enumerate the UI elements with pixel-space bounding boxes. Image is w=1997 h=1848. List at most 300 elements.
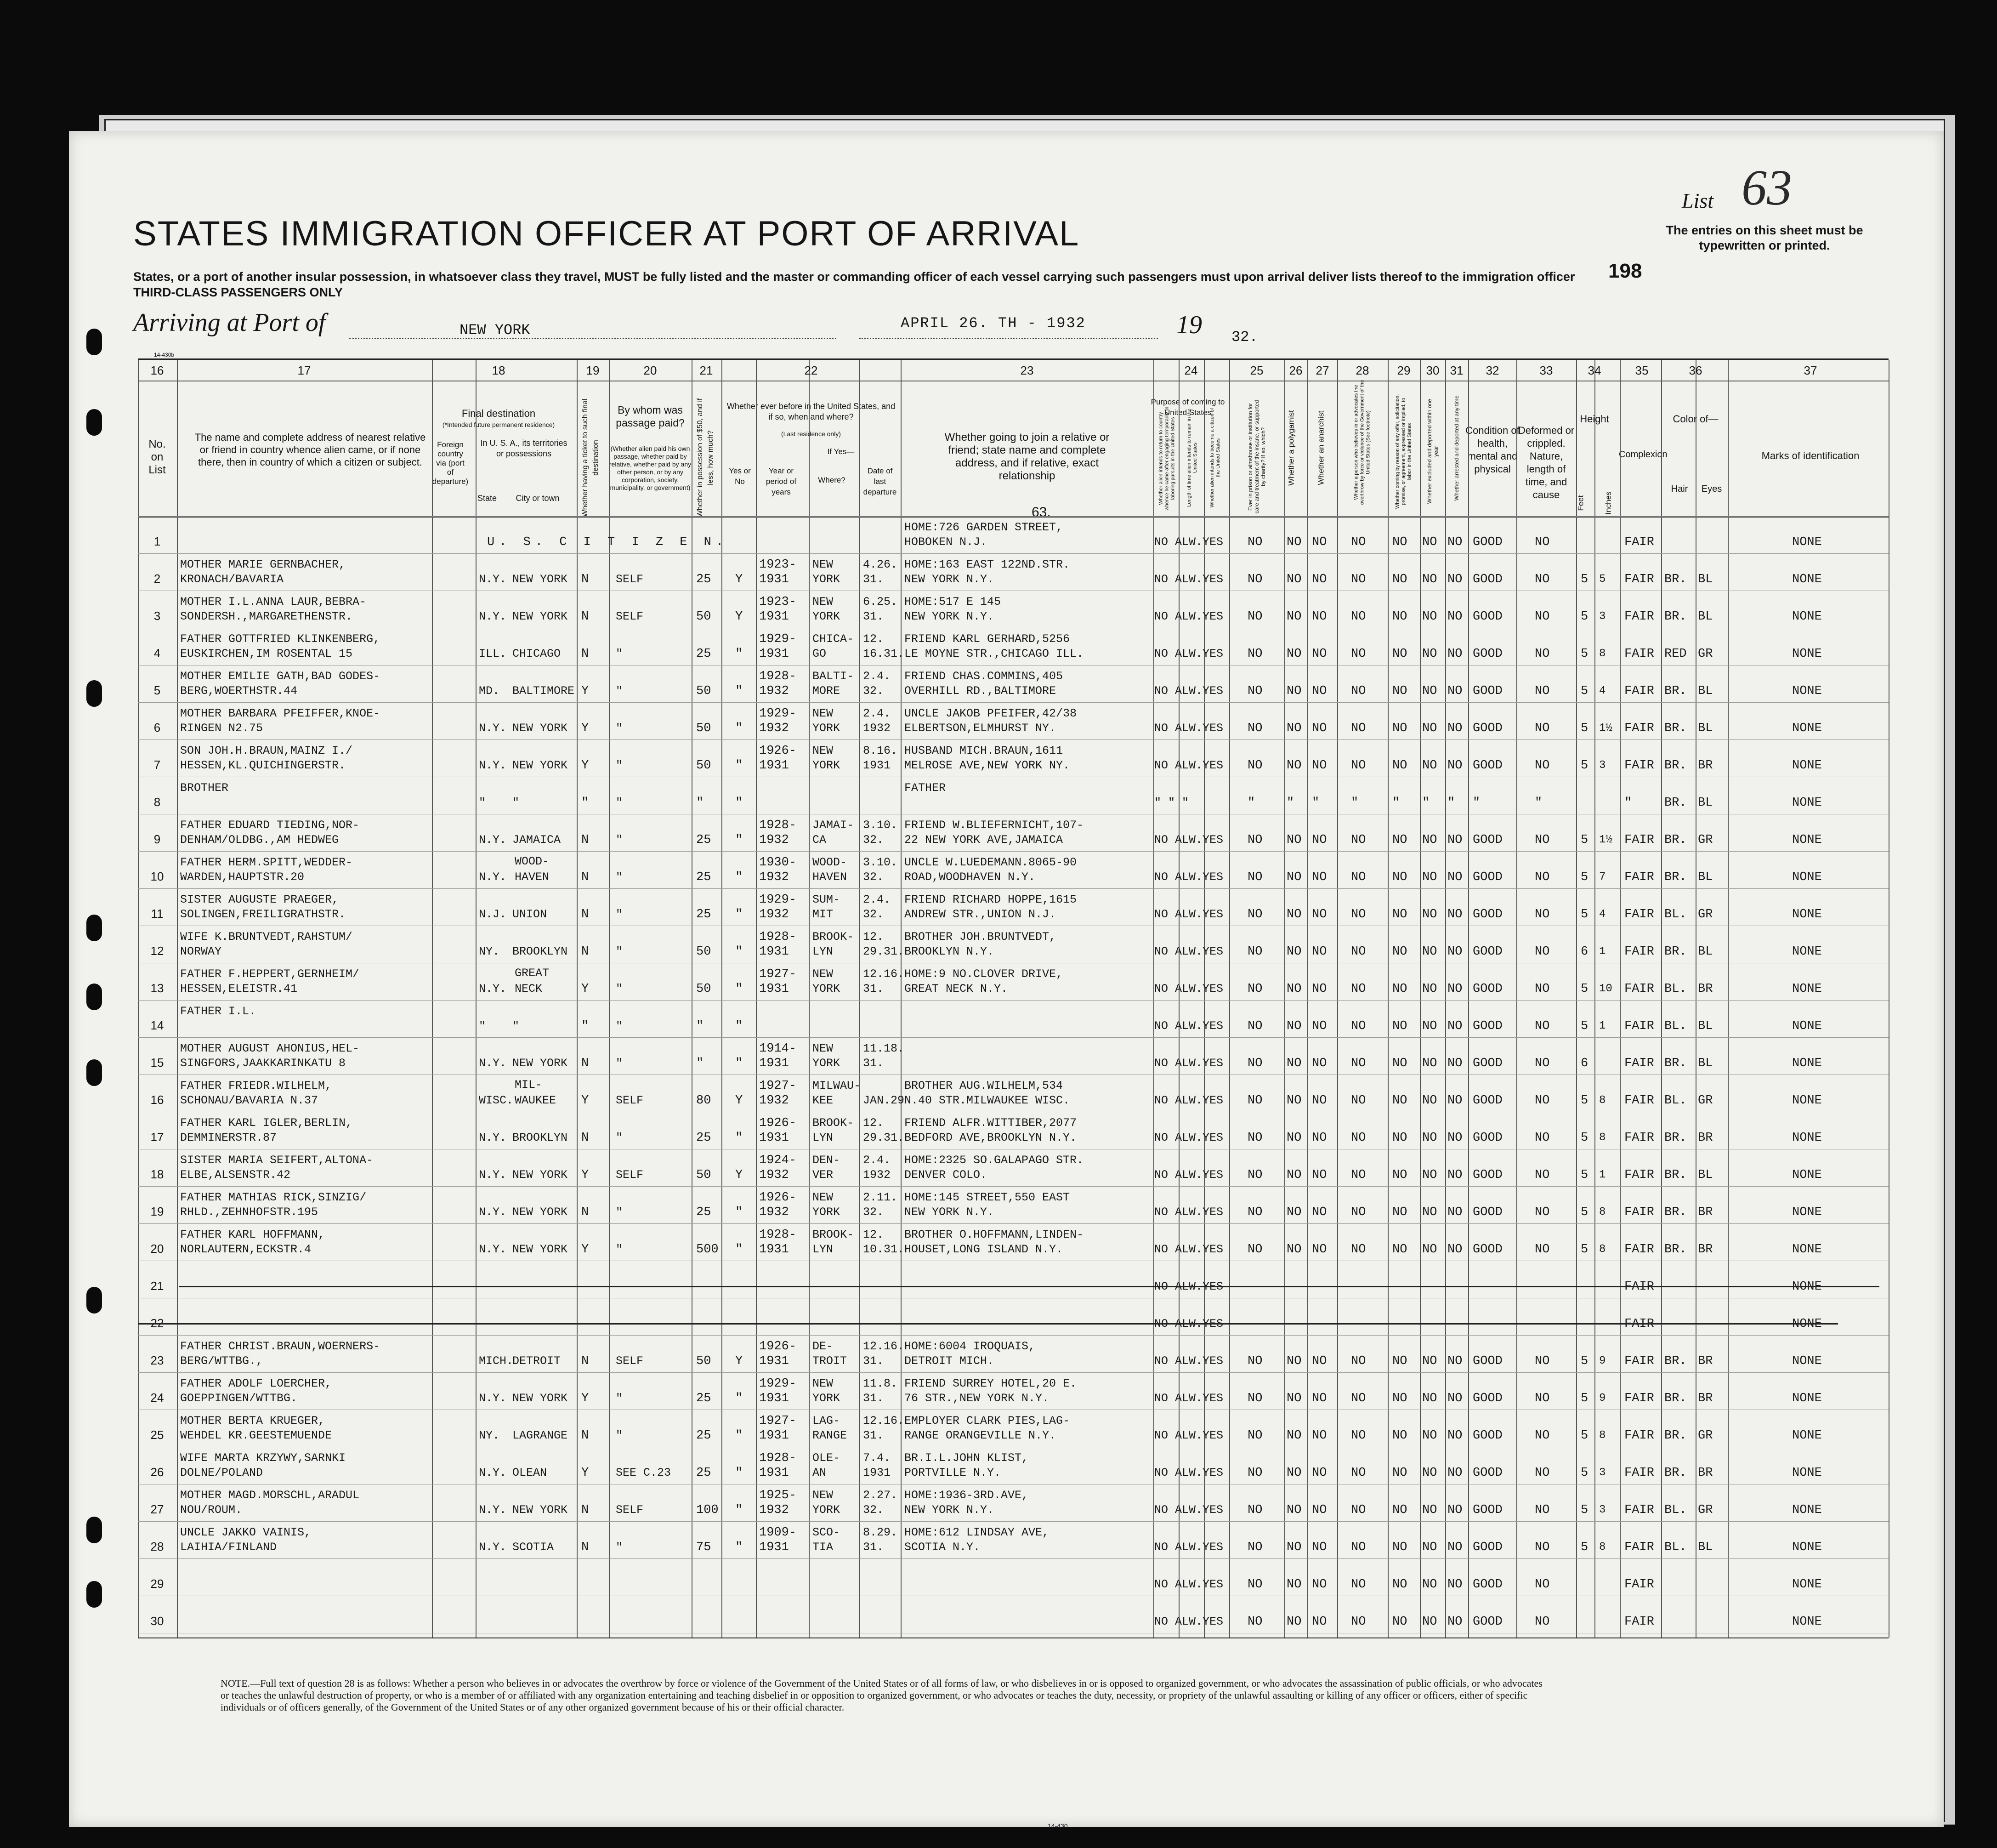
deported-answer: NO xyxy=(1447,1243,1463,1257)
joining-contact: HOME:6004 IROQUAIS, xyxy=(904,1340,1036,1353)
header-c22-yes: If Yes— xyxy=(827,447,855,456)
health-condition: GOOD xyxy=(1473,1243,1503,1257)
visit-period: 1929- xyxy=(759,632,797,646)
polygamist-answer: NO xyxy=(1287,1243,1302,1257)
column-number: 33 xyxy=(1539,364,1553,377)
row-number: 23 xyxy=(150,1353,164,1367)
visit-period: 1932 xyxy=(759,833,789,847)
complexion: FAIR xyxy=(1624,1541,1654,1554)
ticket-status: N xyxy=(581,573,589,586)
passage-paid-by: SELF xyxy=(616,1094,644,1107)
height-feet: 6 xyxy=(1581,945,1589,959)
visit-period: 1926- xyxy=(759,1340,797,1353)
visit-period: 1931 xyxy=(759,1243,789,1257)
visit-where: MILWAU- xyxy=(812,1079,861,1092)
purpose: NO ALW.YES xyxy=(1154,1057,1224,1070)
identification-marks: NONE xyxy=(1792,908,1822,921)
complexion: FAIR xyxy=(1624,1392,1654,1405)
previously-in-us: " xyxy=(735,684,743,698)
prison-answer: NO xyxy=(1248,945,1263,959)
column-divider xyxy=(609,360,610,1638)
height-feet: 5 xyxy=(1581,610,1589,624)
punch-hole xyxy=(86,1059,102,1086)
punch-hole xyxy=(86,1581,102,1608)
prison-answer: NO xyxy=(1248,1541,1263,1554)
joining-contact: FRIEND CHAS.COMMINS,405 xyxy=(904,670,1063,683)
deformed-answer: NO xyxy=(1535,982,1550,996)
header-c25: Ever in prison or almshouse or institution for care and treatment of the insane, or supported by charity? If so, which? xyxy=(1247,400,1266,514)
height-inches: 3 xyxy=(1599,759,1606,772)
polygamist-answer: NO xyxy=(1287,1057,1302,1070)
ticket-status: N xyxy=(581,908,589,921)
purpose: NO ALW.YES xyxy=(1154,1392,1224,1405)
relative-name: FATHER ADOLF LOERCHER, xyxy=(180,1377,332,1390)
passage-paid-by: " xyxy=(616,722,623,735)
ticket-status: N xyxy=(581,1354,589,1368)
deported-answer: NO xyxy=(1447,684,1463,698)
complexion: FAIR xyxy=(1624,573,1654,586)
visit-period: 1929- xyxy=(759,707,797,721)
purpose: NO ALW.YES xyxy=(1154,535,1224,549)
destination-city: BROOKLYN xyxy=(512,1131,568,1144)
header-c24-a: Whether alien intends to return to country whence he came after engaging temporarily in laboring pursuits in the United States xyxy=(1158,406,1176,511)
destination-city: NEW YORK xyxy=(512,1392,568,1405)
row-number: 22 xyxy=(150,1316,164,1330)
row-number: 14 xyxy=(150,1018,164,1032)
money-amount: 50 xyxy=(696,1168,711,1182)
visit-period: 1932 xyxy=(759,908,789,921)
labor-offer-answer: NO xyxy=(1392,684,1407,698)
last-departure: 31. xyxy=(863,1354,884,1368)
destination-state: N.Y. xyxy=(479,1131,507,1144)
relative-name: SON JOH.H.BRAUN,MAINZ I./ xyxy=(180,744,353,757)
hair-color: BR. xyxy=(1664,573,1687,586)
prison-answer: NO xyxy=(1248,1168,1263,1182)
health-condition: GOOD xyxy=(1473,982,1503,996)
ticket-status: Y xyxy=(581,982,589,996)
column-number: 32 xyxy=(1486,364,1499,377)
visit-period: 1929- xyxy=(759,893,797,907)
previously-in-us: Y xyxy=(735,610,743,624)
purpose: NO ALW.YES xyxy=(1154,1019,1224,1033)
previously-in-us: Y xyxy=(735,1094,743,1108)
destination-city: NEW YORK xyxy=(512,1057,568,1070)
row-number: 25 xyxy=(150,1428,164,1442)
relative-name: SISTER AUGUSTE PRAEGER, xyxy=(180,893,339,906)
money-amount: " xyxy=(696,1019,704,1033)
column-divider xyxy=(859,360,860,1638)
row-number: 7 xyxy=(153,758,161,772)
row-number: 21 xyxy=(150,1279,164,1293)
purpose: NO ALW.YES xyxy=(1154,1317,1224,1331)
punch-hole xyxy=(86,409,102,436)
visit-where: CA xyxy=(812,833,827,847)
column-divider xyxy=(1204,360,1205,1638)
manifest-table xyxy=(138,358,1889,1638)
labor-offer-answer: NO xyxy=(1392,1168,1407,1182)
header-c22-year: Year or period of years xyxy=(766,466,797,496)
ticket-status: " xyxy=(581,796,589,810)
header-c34-inches: Inches xyxy=(1604,491,1613,515)
height-inches: 7 xyxy=(1599,871,1606,883)
column-divider xyxy=(1468,360,1469,1638)
height-inches: 8 xyxy=(1599,1429,1606,1442)
visit-period: 1931 xyxy=(759,1057,789,1070)
polygamist-answer: NO xyxy=(1287,1541,1302,1554)
relative-name: FATHER KARL HOFFMANN, xyxy=(180,1228,325,1241)
identification-marks: NONE xyxy=(1792,1392,1822,1405)
identification-marks: NONE xyxy=(1792,870,1822,884)
header-c22-title: Whether ever before in the United States, and if so, when and where? xyxy=(726,402,896,421)
destination-state: N.Y. xyxy=(479,982,507,995)
punch-hole xyxy=(86,680,102,707)
page-subtitle: States, or a port of another insular possession, in whatsoever class they travel, MUST be fully listed and the master or commanding officer of each vessel carrying such passengers must upon arrival deliver lists thereof to the immigration officer THIRD-CLASS PASSENGERS ONLY xyxy=(133,270,1575,299)
anarchist-answer: NO xyxy=(1312,759,1327,773)
relative-name: SISTER MARIA SEIFERT,ALTONA- xyxy=(180,1154,374,1167)
identification-marks: NONE xyxy=(1792,1131,1822,1145)
column-number: 17 xyxy=(297,364,311,377)
health-condition: GOOD xyxy=(1473,1094,1503,1108)
visit-where: BROOK- xyxy=(812,930,854,944)
excluded-answer: NO xyxy=(1422,1094,1437,1108)
visit-where: NEW xyxy=(812,967,834,981)
prison-answer: " xyxy=(1248,796,1255,810)
visit-where: LAG- xyxy=(812,1414,840,1427)
visit-period: 1932 xyxy=(759,1503,789,1517)
height-inches: 8 xyxy=(1599,1541,1606,1553)
excluded-answer: NO xyxy=(1422,1503,1437,1517)
destination-state: N.Y. xyxy=(479,1243,507,1256)
joining-contact: BROTHER JOH.BRUNTVEDT, xyxy=(904,930,1056,944)
passage-paid-by: SELF xyxy=(616,1354,644,1368)
joining-contact: UNCLE JAKOB PFEIFER,42/38 xyxy=(904,707,1077,720)
anarchist-answer: NO xyxy=(1312,1057,1327,1070)
previously-in-us: " xyxy=(735,1057,743,1070)
previously-in-us: " xyxy=(735,833,743,847)
identification-marks: NONE xyxy=(1792,1019,1822,1033)
deformed-answer: NO xyxy=(1535,1429,1550,1443)
health-condition: GOOD xyxy=(1473,870,1503,884)
overthrow-answer: " xyxy=(1351,796,1359,810)
header-c30: Whether excluded and deported within one year xyxy=(1426,398,1439,504)
visit-where: YORK xyxy=(812,722,840,735)
relative-name: FATHER GOTTFRIED KLINKENBERG, xyxy=(180,632,380,646)
eye-color: BL xyxy=(1698,1168,1713,1182)
overthrow-answer: NO xyxy=(1351,1503,1366,1517)
polygamist-answer: NO xyxy=(1287,684,1302,698)
visit-period: 1926- xyxy=(759,1191,797,1205)
identification-marks: NONE xyxy=(1792,535,1822,549)
eye-color: BR xyxy=(1698,1466,1713,1480)
header-c18-title: Final destination xyxy=(461,408,536,419)
complexion: FAIR xyxy=(1624,722,1654,735)
row-number: 18 xyxy=(150,1167,164,1181)
visit-period: 1909- xyxy=(759,1526,797,1540)
relative-address: SONDERSH.,MARGARETHENSTR. xyxy=(180,610,353,623)
height-inches: 8 xyxy=(1599,1094,1606,1107)
complexion: FAIR xyxy=(1624,1243,1654,1257)
visit-period: 1914- xyxy=(759,1042,797,1056)
relative-name: MOTHER MARIE GERNBACHER, xyxy=(180,558,346,571)
punch-hole xyxy=(86,915,102,941)
relative-address: HESSEN,KL.QUICHINGERSTR. xyxy=(180,759,346,772)
destination-state: N.Y. xyxy=(479,610,507,623)
labor-offer-answer: NO xyxy=(1392,1057,1407,1070)
purpose: NO ALW.YES xyxy=(1154,1615,1224,1628)
identification-marks: NONE xyxy=(1792,1578,1822,1592)
destination-state: N.Y. xyxy=(479,1168,507,1182)
purpose: NO ALW.YES xyxy=(1154,1354,1224,1368)
purpose: NO ALW.YES xyxy=(1154,759,1224,772)
relative-address: NORLAUTERN,ECKSTR.4 xyxy=(180,1243,312,1256)
height-inches: 9 xyxy=(1599,1392,1606,1404)
prison-answer: NO xyxy=(1248,1503,1263,1517)
hair-color: BR. xyxy=(1664,759,1687,773)
complexion: FAIR xyxy=(1624,945,1654,959)
joining-contact: FRIEND RICHARD HOPPE,1615 xyxy=(904,893,1077,906)
header-c31: Whether arrested and deported at any time xyxy=(1453,395,1460,501)
visit-period: 1928- xyxy=(759,670,797,683)
money-amount: 50 xyxy=(696,722,711,735)
purpose: NO ALW.YES xyxy=(1154,982,1224,995)
eye-color: BR xyxy=(1698,1131,1713,1145)
previously-in-us: " xyxy=(735,982,743,996)
previously-in-us: " xyxy=(735,1205,743,1219)
money-amount: " xyxy=(696,796,704,810)
eye-color: BR xyxy=(1698,759,1713,773)
polygamist-answer: NO xyxy=(1287,982,1302,996)
overthrow-answer: NO xyxy=(1351,1057,1366,1070)
relative-name: FATHER I.L. xyxy=(180,1005,256,1018)
row-number: 20 xyxy=(150,1242,164,1256)
eye-color: GR xyxy=(1698,1503,1713,1517)
health-condition: GOOD xyxy=(1473,1019,1503,1033)
hair-color: BR. xyxy=(1664,1243,1687,1257)
list-label: List xyxy=(1682,189,1714,212)
hair-color: BR. xyxy=(1664,945,1687,959)
form-code: 14-430 xyxy=(1048,1822,1068,1830)
polygamist-answer: NO xyxy=(1287,1131,1302,1145)
anarchist-answer: NO xyxy=(1312,1354,1327,1368)
deported-answer: NO xyxy=(1447,1578,1463,1592)
anarchist-answer: NO xyxy=(1312,684,1327,698)
last-departure: 1932 xyxy=(863,1168,891,1182)
destination-state: " xyxy=(479,796,486,809)
row-number: 5 xyxy=(153,683,161,697)
purpose: NO ALW.YES xyxy=(1154,1094,1224,1107)
identification-marks: NONE xyxy=(1792,1243,1822,1257)
header-c18-us: In U. S. A., its territories or possessions xyxy=(480,438,567,458)
column-divider xyxy=(1594,360,1595,1638)
excluded-answer: NO xyxy=(1422,573,1437,586)
deformed-answer: NO xyxy=(1535,1541,1550,1554)
anarchist-answer: NO xyxy=(1312,722,1327,735)
health-condition: GOOD xyxy=(1473,1466,1503,1480)
purpose: NO ALW.YES xyxy=(1154,647,1224,660)
purpose: NO ALW.YES xyxy=(1154,1280,1224,1293)
identification-marks: NONE xyxy=(1792,1280,1822,1294)
complexion: FAIR xyxy=(1624,1205,1654,1219)
row-divider xyxy=(138,739,1889,740)
height-feet: 5 xyxy=(1581,573,1589,586)
hair-color: BR. xyxy=(1664,1057,1687,1070)
excluded-answer: NO xyxy=(1422,684,1437,698)
deformed-answer: NO xyxy=(1535,1131,1550,1145)
column-number: 37 xyxy=(1804,364,1817,377)
health-condition: GOOD xyxy=(1473,1429,1503,1443)
eye-color: BR xyxy=(1698,982,1713,996)
column-number: 34 xyxy=(1588,364,1601,377)
previously-in-us: " xyxy=(735,796,743,810)
identification-marks: NONE xyxy=(1792,610,1822,624)
joining-contact: BROOKLYN N.Y. xyxy=(904,945,994,958)
excluded-answer: NO xyxy=(1422,945,1437,959)
deported-answer: NO xyxy=(1447,573,1463,586)
column-number: 20 xyxy=(643,364,657,377)
deformed-answer: NO xyxy=(1535,1205,1550,1219)
last-departure: 31. xyxy=(863,1541,884,1554)
destination-city: GREAT xyxy=(515,967,550,980)
visit-period: 1931 xyxy=(759,1429,789,1443)
overthrow-answer: NO xyxy=(1351,535,1366,549)
visit-period: 1931 xyxy=(759,1354,789,1368)
last-departure: 2.4. xyxy=(863,670,891,683)
visit-where: YORK xyxy=(812,1392,840,1405)
height-feet: 5 xyxy=(1581,1094,1589,1108)
complexion: FAIR xyxy=(1624,1503,1654,1517)
excluded-answer: NO xyxy=(1422,1205,1437,1219)
row-divider xyxy=(138,516,1889,517)
excluded-answer: NO xyxy=(1422,1615,1437,1629)
punch-hole xyxy=(86,984,102,1010)
complexion: FAIR xyxy=(1624,908,1654,921)
row-number: 30 xyxy=(150,1614,164,1628)
anarchist-answer: NO xyxy=(1312,1205,1327,1219)
list-note: The entries on this sheet must be typewritten or printed. xyxy=(1666,223,1863,252)
hair-color: BR. xyxy=(1664,833,1687,847)
joining-contact: BROTHER AUG.WILHELM,534 xyxy=(904,1079,1063,1092)
identification-marks: NONE xyxy=(1792,722,1822,735)
column-divider xyxy=(756,360,757,1638)
identification-marks: NONE xyxy=(1792,1354,1822,1368)
height-feet: 5 xyxy=(1581,647,1589,661)
joining-contact: DETROIT MICH. xyxy=(904,1354,994,1368)
labor-offer-answer: NO xyxy=(1392,535,1407,549)
previously-in-us: Y xyxy=(735,1354,743,1368)
identification-marks: NONE xyxy=(1792,1317,1822,1331)
destination-state: N.Y. xyxy=(479,833,507,847)
last-departure: 2.11. xyxy=(863,1191,898,1204)
joining-contact: NEW YORK N.Y. xyxy=(904,1503,994,1517)
identification-marks: NONE xyxy=(1792,1168,1822,1182)
polygamist-answer: NO xyxy=(1287,535,1302,549)
header-c36-title: Color of— xyxy=(1673,413,1719,425)
header-c20-sub: (Whether alien paid his own passage, whether paid by relative, whether paid by any other person, or by any corporation, society, municipality, or government) xyxy=(609,445,692,491)
health-condition: GOOD xyxy=(1473,573,1503,586)
excluded-answer: NO xyxy=(1422,1429,1437,1443)
complexion: FAIR xyxy=(1624,535,1654,549)
header-c26: Whether a polygamist xyxy=(1287,410,1296,486)
relative-name: BROTHER xyxy=(180,781,229,795)
height-feet: 5 xyxy=(1581,870,1589,884)
labor-offer-answer: NO xyxy=(1392,573,1407,586)
visit-period: 1925- xyxy=(759,1489,797,1502)
relative-address: RHLD.,ZEHNHOFSTR.195 xyxy=(180,1205,318,1219)
visit-where: YORK xyxy=(812,1503,840,1517)
money-amount: 25 xyxy=(696,870,711,884)
last-departure: JAN.29 xyxy=(863,1094,905,1107)
header-c19: Whether having a ticket to such final destination xyxy=(581,398,600,517)
last-departure: 16.31. xyxy=(863,647,905,660)
list-number: 63 xyxy=(1742,159,1792,216)
last-departure: 12. xyxy=(863,1228,884,1241)
column-divider xyxy=(1620,360,1621,1638)
relative-address: WEHDEL KR.GEESTEMUENDE xyxy=(180,1429,332,1442)
last-departure: 2.27. xyxy=(863,1489,898,1502)
health-condition: GOOD xyxy=(1473,1057,1503,1070)
previously-in-us: " xyxy=(735,1429,743,1443)
eye-color: BL xyxy=(1698,1541,1713,1554)
joining-contact: HOME:2325 SO.GALAPAGO STR. xyxy=(904,1154,1084,1167)
last-departure: 8.29. xyxy=(863,1526,898,1539)
header-c32: Condition of health, mental and physical xyxy=(1465,425,1520,475)
passage-paid-by: " xyxy=(616,1019,623,1033)
last-departure: 6.25. xyxy=(863,595,898,608)
labor-offer-answer: NO xyxy=(1392,759,1407,773)
previously-in-us: " xyxy=(735,1503,743,1517)
polygamist-answer: NO xyxy=(1287,908,1302,921)
last-departure: 12. xyxy=(863,1116,884,1130)
visit-period: 1926- xyxy=(759,744,797,758)
joining-contact: HOUSET,LONG ISLAND N.Y. xyxy=(904,1243,1063,1256)
relative-name: FATHER KARL IGLER,BERLIN, xyxy=(180,1116,353,1130)
visit-period: 1931 xyxy=(759,759,789,773)
anarchist-answer: NO xyxy=(1312,1429,1327,1443)
destination-city: BROOKLYN xyxy=(512,945,568,958)
anarchist-answer: NO xyxy=(1312,647,1327,661)
row-divider xyxy=(138,1186,1889,1187)
purpose: NO ALW.YES xyxy=(1154,684,1224,698)
overthrow-answer: NO xyxy=(1351,1094,1366,1108)
visit-where: LYN xyxy=(812,1243,834,1256)
identification-marks: NONE xyxy=(1792,1466,1822,1480)
excluded-answer: NO xyxy=(1422,982,1437,996)
visit-period: 1931 xyxy=(759,982,789,996)
purpose: NO ALW.YES xyxy=(1154,1578,1224,1591)
passage-paid-by: " xyxy=(616,870,623,884)
relative-address: SCHONAU/BAVARIA N.37 xyxy=(180,1094,318,1107)
joining-contact: FRIEND ALFR.WITTIBER,2077 xyxy=(904,1116,1077,1130)
visit-where: MIT xyxy=(812,908,834,921)
passage-paid-by: SELF xyxy=(616,610,644,623)
health-condition: GOOD xyxy=(1473,1392,1503,1405)
header-c22-yesno: Yes or No xyxy=(729,466,751,486)
destination-city: OLEAN xyxy=(512,1466,547,1479)
anarchist-answer: NO xyxy=(1312,1392,1327,1405)
excluded-answer: NO xyxy=(1422,1354,1437,1368)
last-departure: 31. xyxy=(863,610,884,623)
last-departure: 2.4. xyxy=(863,893,891,906)
last-departure: 2.4. xyxy=(863,1154,891,1167)
destination-city: NEW YORK xyxy=(512,759,568,772)
last-departure: 29.31. xyxy=(863,1131,905,1144)
excluded-answer: NO xyxy=(1422,535,1437,549)
deported-answer: NO xyxy=(1447,870,1463,884)
excluded-answer: NO xyxy=(1422,1578,1437,1592)
deported-answer: NO xyxy=(1447,1131,1463,1145)
destination-city: NEW YORK xyxy=(512,722,568,735)
hair-color: BR. xyxy=(1664,870,1687,884)
